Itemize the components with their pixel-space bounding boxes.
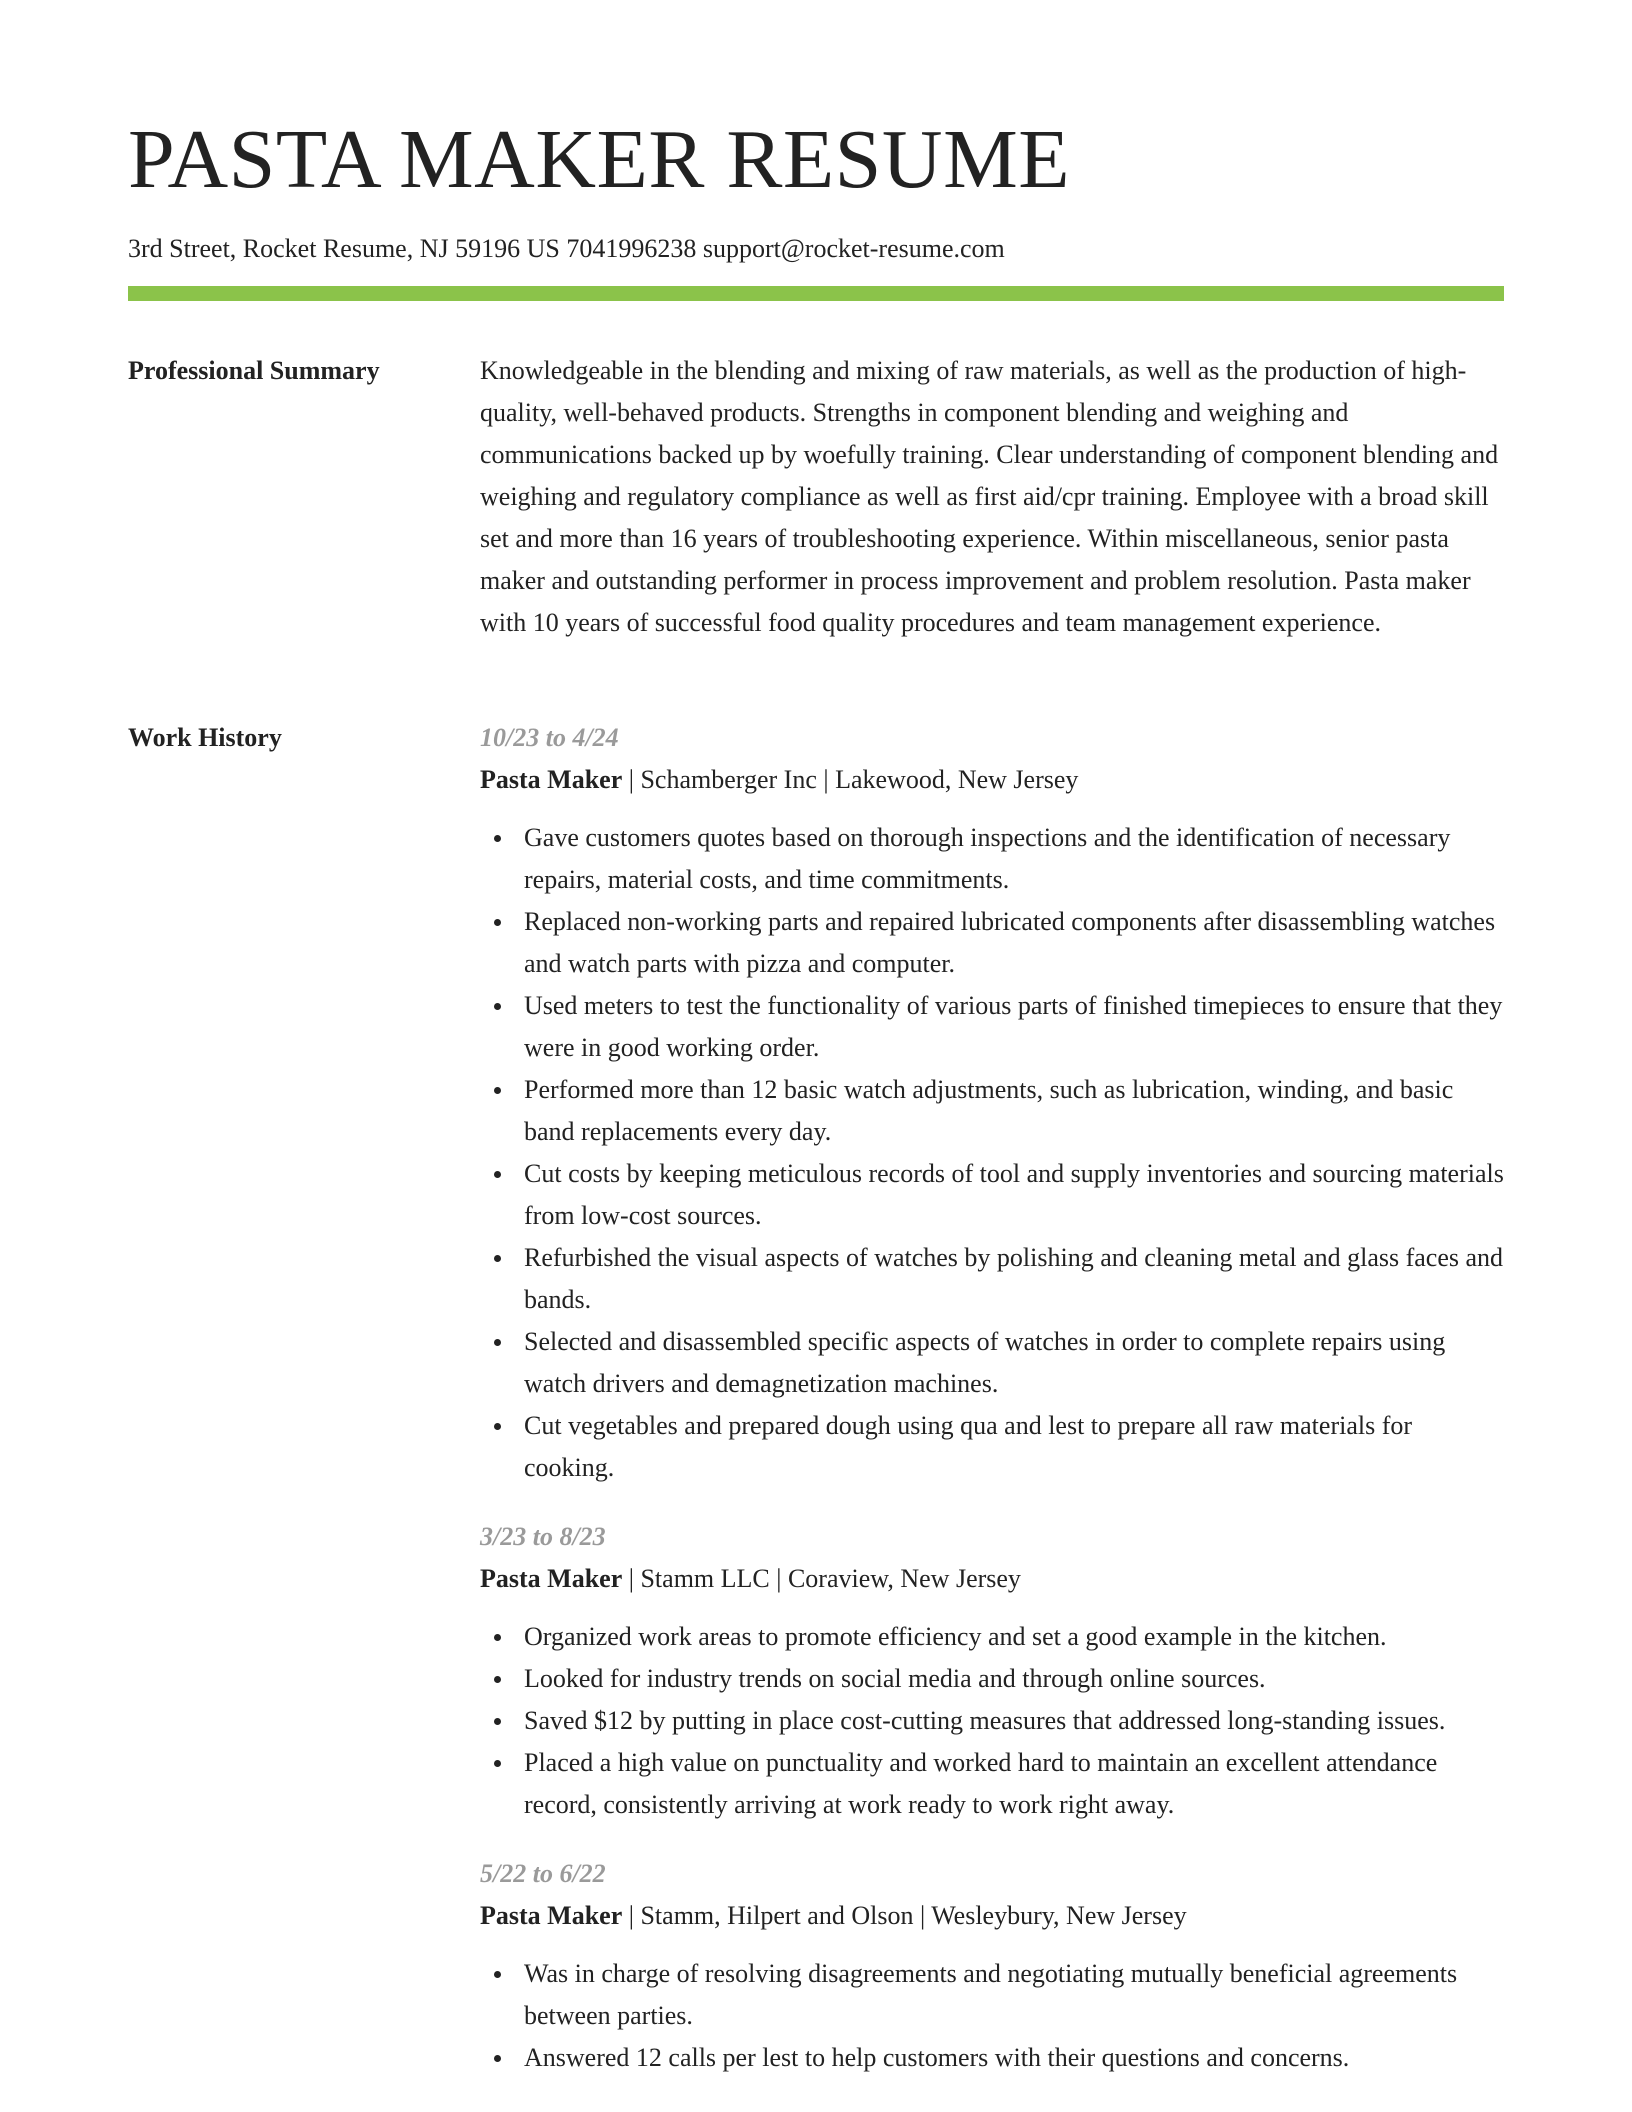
job-bullet-list xyxy=(480,1616,1508,1826)
contact-email: support@rocket-resume.com xyxy=(702,234,1005,263)
job-bullet-text: Cut vegetables and prepared dough using qua and lest to prepare all raw materials for cooking. xyxy=(524,1411,1413,1482)
job-bullet xyxy=(524,1321,1508,1405)
job-bullet-list xyxy=(480,817,1508,1489)
job-bullet xyxy=(524,1658,1508,1700)
job-title: Pasta Maker xyxy=(480,1564,623,1593)
bullet-icon xyxy=(494,1634,501,1641)
job-bullet-text: Was in charge of resolving disagreements and negotiating mutually beneficial agreements between parties. xyxy=(524,1959,1458,2030)
bullet-icon xyxy=(494,919,501,926)
job-header xyxy=(480,759,1508,801)
bullet-icon xyxy=(494,1718,501,1725)
resume-page xyxy=(128,0,1504,2112)
job-bullet-text: Selected and disassembled specific aspects of watches in order to complete repairs using watch drivers and demagnetization machines. xyxy=(524,1327,1446,1398)
job-bullet-text: Cut costs by keeping meticulous records of tool and supply inventories and sourcing materials from low-cost sources. xyxy=(524,1159,1504,1230)
job-dates: 5/22 to 6/22 xyxy=(480,1859,606,1888)
job-bullet-text: Answered 12 calls per lest to help customers with their questions and concerns. xyxy=(524,2043,1350,2072)
bullet-icon xyxy=(494,2055,501,2062)
job-bullet-text: Looked for industry trends on social media and through online sources. xyxy=(524,1664,1266,1693)
bullet-icon xyxy=(494,1339,501,1346)
bullet-icon xyxy=(494,1171,501,1178)
job-bullet-text: Saved $12 by putting in place cost-cutting measures that addressed long-standing issues. xyxy=(524,1706,1446,1735)
job-bullet xyxy=(524,985,1508,1069)
job-separator: | xyxy=(816,765,836,794)
job-bullet xyxy=(524,1700,1508,1742)
summary-section xyxy=(480,350,1508,644)
job-header xyxy=(480,1895,1508,1937)
job-company: Schamberger Inc xyxy=(640,765,817,794)
job-header xyxy=(480,1558,1508,1600)
job-bullet xyxy=(524,1153,1508,1237)
work-history-heading: Work History xyxy=(128,723,282,752)
job-bullet-text: Performed more than 12 basic watch adjustments, such as lubrication, winding, and basic band replacements every day. xyxy=(524,1075,1454,1146)
job-bullet xyxy=(524,1953,1508,2037)
job-bullet-text: Gave customers quotes based on thorough inspections and the identification of necessary repairs, material costs, and time commitments. xyxy=(524,823,1451,894)
job-bullet-text: Used meters to test the functionality of various parts of finished timepieces to ensure that they were in good working order. xyxy=(524,991,1503,1062)
job-dates: 3/23 to 8/23 xyxy=(480,1522,606,1551)
summary-text: Knowledgeable in the blending and mixing of raw materials, as well as the production of high-quality, well-behaved products. Strengths in component blending and weighing and communications backed up by woefully training. Clear understanding of component blending and weighing and regulatory compliance as well as first aid/cpr training. Employee with a broad skill set and more than 16 years of troubleshooting experience. Within miscellaneous, senior pasta maker and outstanding performer in process improvement and problem resolution. Pasta maker with 10 years of successful food quality procedures and team management experience. xyxy=(480,356,1499,637)
bullet-icon xyxy=(494,1087,501,1094)
job-title: Pasta Maker xyxy=(480,1901,623,1930)
job-title: Pasta Maker xyxy=(480,765,623,794)
job-company: Stamm, Hilpert and Olson xyxy=(640,1901,914,1930)
job-bullet xyxy=(524,817,1508,901)
summary-heading: Professional Summary xyxy=(128,356,380,385)
job-location: Lakewood, New Jersey xyxy=(835,765,1079,794)
job-bullet xyxy=(524,1405,1508,1489)
job-company: Stamm LLC xyxy=(640,1564,770,1593)
bullet-icon xyxy=(494,835,501,842)
job-dates: 10/23 to 4/24 xyxy=(480,723,619,752)
job-bullet-text: Replaced non-working parts and repaired lubricated components after disassembling watches and watch parts with pizza and computer. xyxy=(524,907,1496,978)
bullet-icon xyxy=(494,1423,501,1430)
job-bullet xyxy=(524,901,1508,985)
contact-phone: 7041996238 xyxy=(566,234,703,263)
bullet-icon xyxy=(494,1971,501,1978)
job-entry xyxy=(480,1853,1508,2079)
work-history-section xyxy=(480,717,1508,2106)
job-separator: | xyxy=(769,1564,788,1593)
job-separator: | xyxy=(622,765,641,794)
bullet-icon xyxy=(494,1255,501,1262)
job-separator: | xyxy=(913,1901,932,1930)
job-location: Coraview, New Jersey xyxy=(787,1564,1021,1593)
job-separator: | xyxy=(622,1564,641,1593)
job-location: Wesleybury, New Jersey xyxy=(931,1901,1187,1930)
resume-title: PASTA MAKER RESUME xyxy=(128,113,1071,206)
bullet-icon xyxy=(494,1676,501,1683)
job-entry xyxy=(480,717,1508,1489)
contact-address: 3rd Street, Rocket Resume, NJ 59196 US xyxy=(128,234,567,263)
job-bullet xyxy=(524,1237,1508,1321)
job-bullet xyxy=(524,1742,1508,1826)
job-bullet-text: Placed a high value on punctuality and worked hard to maintain an excellent attendance record, consistently arriving at work ready to work right away. xyxy=(524,1748,1438,1819)
job-bullet-text: Refurbished the visual aspects of watches by polishing and cleaning metal and glass faces and bands. xyxy=(524,1243,1504,1314)
bullet-icon xyxy=(494,1003,501,1010)
bullet-icon xyxy=(494,1760,501,1767)
job-bullet-list xyxy=(480,1953,1508,2079)
job-separator: | xyxy=(622,1901,641,1930)
job-entry xyxy=(480,1516,1508,1826)
job-bullet xyxy=(524,1069,1508,1153)
job-bullet xyxy=(524,2037,1508,2079)
job-bullet xyxy=(524,1616,1508,1658)
job-bullet-text: Organized work areas to promote efficiency and set a good example in the kitchen. xyxy=(524,1622,1387,1651)
contact-info xyxy=(128,233,1005,265)
accent-divider xyxy=(128,286,1504,301)
